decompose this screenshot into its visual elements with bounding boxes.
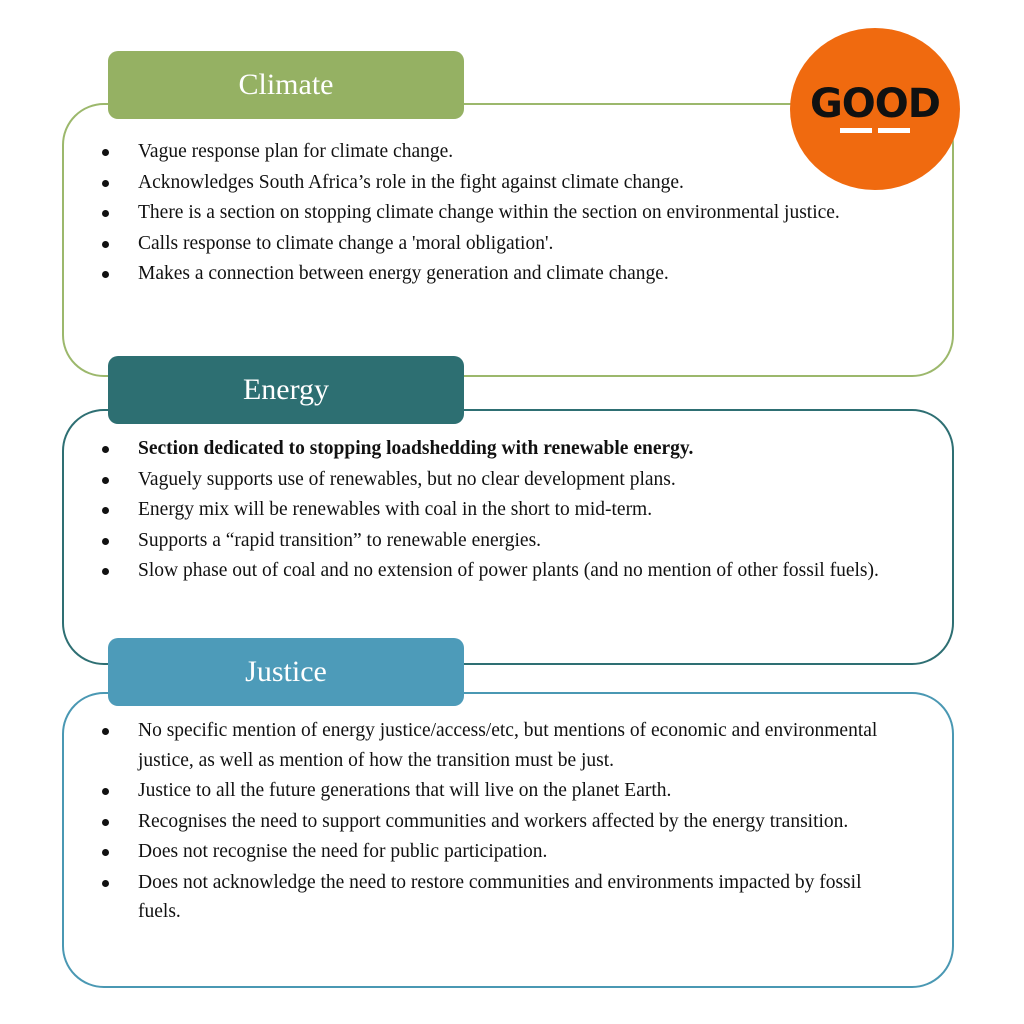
justice-section-title: Justice: [108, 638, 464, 706]
energy-bullet-item-highlight: Section dedicated to stopping loadshedding with renewable energy.: [100, 434, 880, 464]
energy-bullet-item: Slow phase out of coal and no extension of power plants (and no mention of other fossil fuels).: [100, 556, 880, 586]
climate-bullet-item: There is a section on stopping climate change within the section on environmental justice.: [100, 198, 880, 228]
justice-bullet-item: Does not recognise the need for public participation.: [100, 837, 880, 867]
energy-bullet-item: Vaguely supports use of renewables, but no clear development plans.: [100, 465, 880, 495]
badge-underline: [878, 128, 910, 133]
good-rating-badge: [790, 28, 960, 190]
badge-underline: [840, 128, 872, 133]
justice-bullet-item: Justice to all the future generations that will live on the planet Earth.: [100, 776, 880, 806]
energy-section-title: Energy: [108, 356, 464, 424]
justice-bullet-item: No specific mention of energy justice/access/etc, but mentions of economic and environmental justice, as well as mention of how the transition must be just.: [100, 716, 880, 775]
climate-bullet-item: Calls response to climate change a 'moral obligation'.: [100, 229, 880, 259]
justice-bullet-item: Recognises the need to support communities and workers affected by the energy transition.: [100, 807, 880, 837]
justice-bullet-item: Does not acknowledge the need to restore communities and environments impacted by fossil fuels.: [100, 868, 880, 927]
energy-bullet-item: Supports a “rapid transition” to renewable energies.: [100, 526, 880, 556]
justice-bullet-list: [100, 716, 880, 928]
energy-bullet-list: [100, 434, 880, 587]
energy-bullet-item: Energy mix will be renewables with coal in the short to mid-term.: [100, 495, 880, 525]
badge-label: GOOD: [809, 81, 941, 127]
climate-section-title: Climate: [108, 51, 464, 119]
climate-bullet-item: Vague response plan for climate change.: [100, 137, 880, 167]
climate-bullet-item: Acknowledges South Africa’s role in the fight against climate change.: [100, 168, 880, 198]
climate-bullet-list: [100, 137, 880, 290]
climate-bullet-item: Makes a connection between energy generation and climate change.: [100, 259, 880, 289]
